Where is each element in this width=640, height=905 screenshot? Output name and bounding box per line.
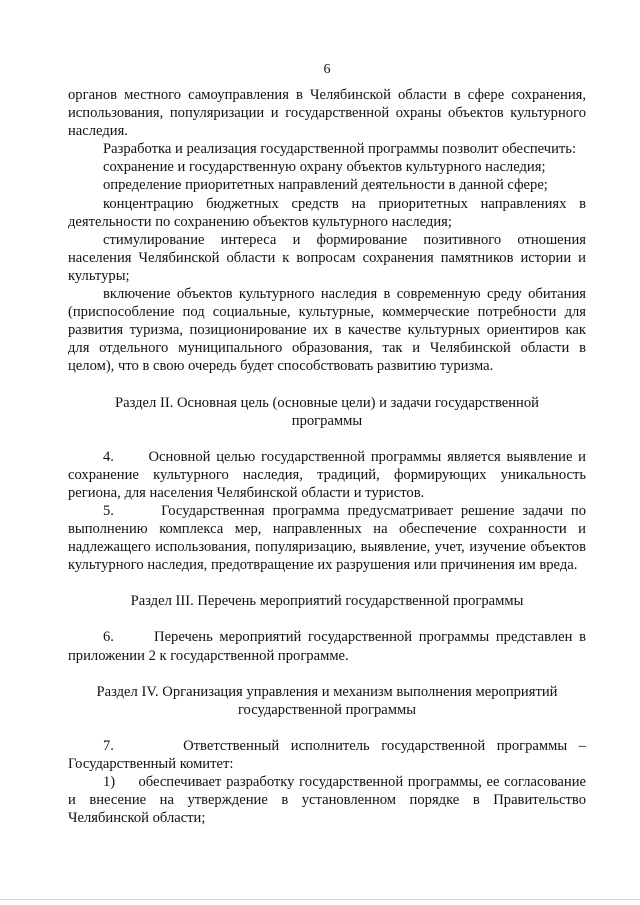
section-2-heading-line2: программы [291, 412, 363, 429]
item-7-sub-1: 1) обеспечивает разработку государственной программы, ее согласование и внесение на утверждение в установленном порядке в Правительство Челябинской области; [68, 774, 586, 827]
paragraph-lead: Разработка и реализация государственной программы позволит обеспечить: [103, 141, 577, 158]
bullet-item: стимулирование интереса и формирование позитивного отношения населения Челябинской области к вопросам сохранения памятников истории и культуры; [68, 231, 586, 284]
bullet-item: определение приоритетных направлений деятельности в данной сфере; [103, 177, 548, 194]
document-page [68, 0, 586, 827]
section-4-heading-line1: Раздел IV. Организация управления и механизм выполнения мероприятий [96, 683, 558, 700]
item-6: 6. Перечень мероприятий государственной программы представлен в приложении 2 к государственной программе. [68, 629, 586, 664]
bullet-item: концентрацию бюджетных средств на приоритетных направлениях в деятельности по сохранению объектов культурного наследия; [68, 195, 586, 230]
paragraph-continuation: органов местного самоуправления в Челябинской области в сфере сохранения, использования, популяризации и государственной охраны объектов культурного наследия. [68, 87, 586, 140]
bullet-item: сохранение и государственную охрану объектов культурного наследия; [103, 159, 546, 176]
section-4-heading [68, 683, 586, 719]
item-5: 5. Государственная программа предусматривает решение задачи по выполнению комплекса мер, направленных на обеспечение сохранности и надлежащего использования, популяризацию, выявление, учет, изучение объектов культурного наследия, предотвращение их разрушения или причинения им вреда. [68, 502, 586, 574]
bullet-item: включение объектов культурного наследия в современную среду обитания (приспособление под социальные, культурные, коммерческие потребности для развития туризма, позиционирование их в качестве культурных ориентиров как для отдельного муниципального образования, так и Челябинской области в целом), что в свою очередь будет способствовать развитию туризма. [68, 286, 586, 375]
section-2-heading [68, 394, 586, 430]
item-4: 4. Основной целью государственной программы является выявление и сохранение культурного наследия, традиций, формирующих уникальность региона, для населения Челябинской области и туристов. [68, 448, 586, 501]
page-number: 6 [323, 62, 331, 77]
section-2-heading-line1: Раздел II. Основная цель (основные цели) и задачи государственной [115, 394, 539, 411]
page-bottom-edge [0, 899, 640, 900]
section-3-heading: Раздел III. Перечень мероприятий государственной программы [130, 593, 524, 610]
section-4-heading-line2: государственной программы [237, 701, 417, 718]
document-body [68, 86, 586, 827]
item-7: 7. Ответственный исполнитель государственной программы – Государственный комитет: [68, 737, 586, 772]
